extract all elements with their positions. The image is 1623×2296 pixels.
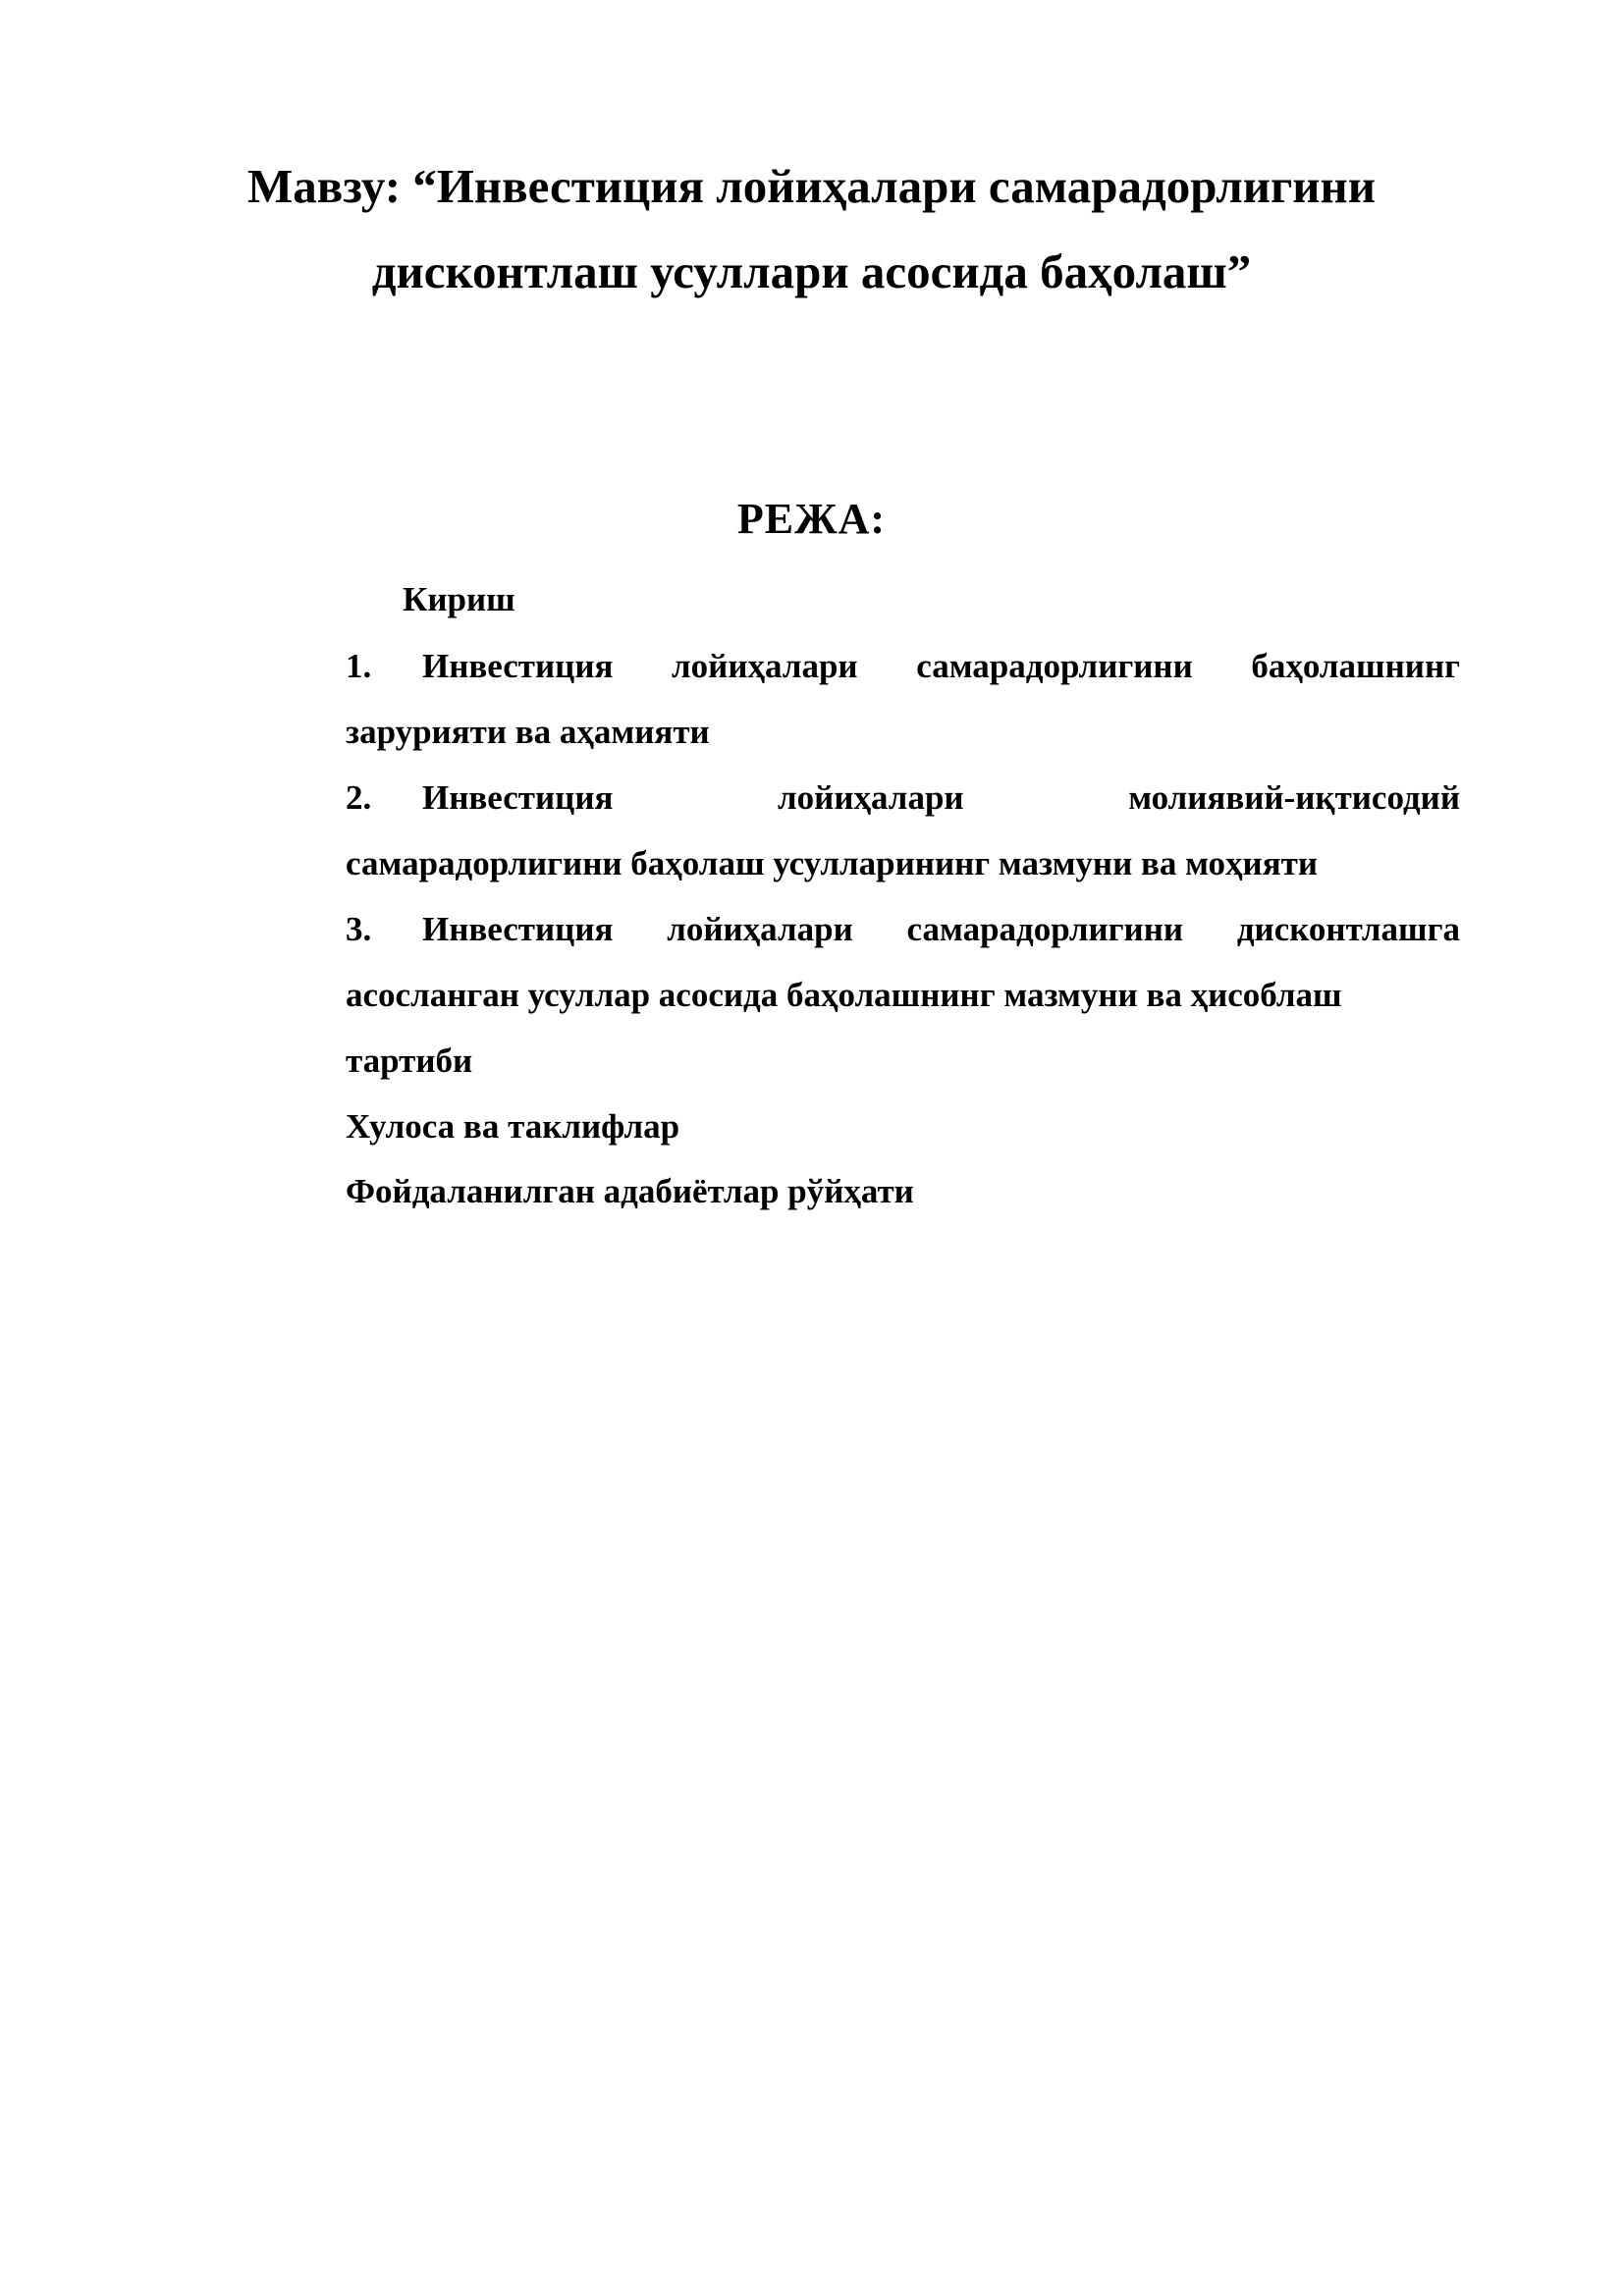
plan-item-intro: Кириш	[403, 580, 515, 618]
plan-item-1-number: 1.	[346, 647, 372, 685]
document-title-line-2: дисконтлаш усуллари асосида баҳолаш”	[371, 244, 1252, 298]
plan-heading: РЕЖА:	[736, 495, 887, 543]
plan-item-references: Фойдаланилган адабиётлар рўйҳати	[346, 1172, 914, 1210]
plan-item-1-line-2: зарурияти ва аҳамияти	[346, 713, 710, 751]
plan-item-2-text: Инвестиция лойиҳалари молиявий-иқтисодий	[422, 778, 1460, 817]
plan-item-3-line-1	[346, 912, 1460, 946]
plan-item-conclusion: Хулоса ва таклифлар	[346, 1107, 680, 1146]
plan-item-2-line-2: самарадорлигини баҳолаш усулларининг мазмуни ва моҳияти	[346, 844, 1318, 882]
plan-item-2-line-1	[346, 780, 1460, 815]
plan-item-3-line-2: асосланган усуллар асосида баҳолашнинг мазмуни ва ҳисоблаш	[346, 976, 1342, 1014]
plan-item-3-number: 3.	[346, 910, 372, 948]
plan-item-2-number: 2.	[346, 778, 372, 817]
plan-item-1-text: Инвестиция лойиҳалари самарадорлигини баҳолашнинг	[422, 647, 1460, 685]
document-title-line-1: Мавзу: “Инвестиция лойиҳалари самарадорлигини	[247, 159, 1376, 213]
plan-item-1-line-1	[346, 649, 1460, 683]
plan-item-3-line-3: тартиби	[346, 1041, 473, 1080]
plan-item-3-text: Инвестиция лойиҳалари самарадорлигини дисконтлашга	[422, 910, 1460, 948]
